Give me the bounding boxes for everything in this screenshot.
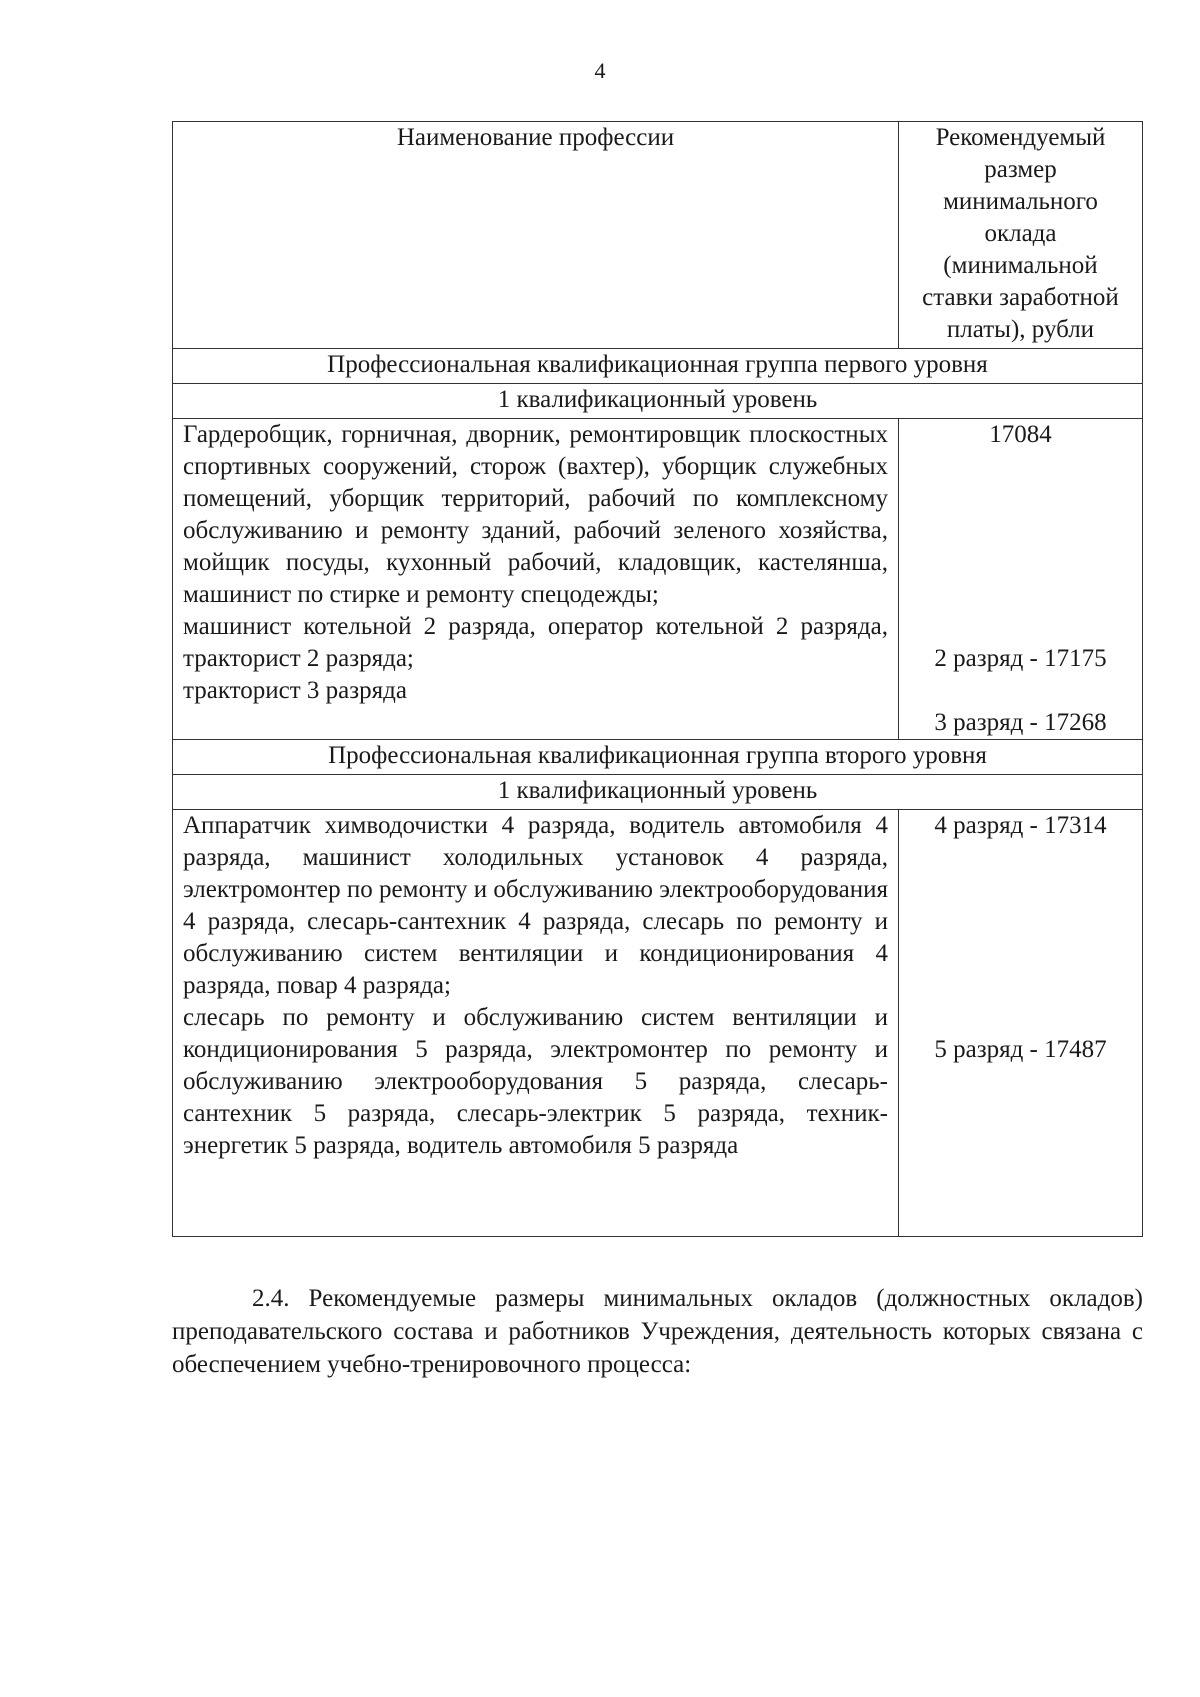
- qualification-level: 1 квалификационный уровень: [173, 775, 1143, 810]
- salary-value: 5 разряд - 17487: [934, 1036, 1107, 1063]
- level-row: [173, 384, 1143, 419]
- profession-entry: слесарь по ремонту и обслуживанию систем вентиляции и кондиционирования 5 разряда, электромонтер по ремонту и обслуживанию электрооборудования 5 разряда, слесарь-сантехник 5 разряда, слесарь-электрик 5 разряда, техник-энергетик 5 разряда, водитель автомобиля 5 разряда: [183, 1004, 888, 1159]
- table-header-row: [173, 122, 1143, 349]
- salary-value: 17084: [989, 421, 1052, 448]
- header-profession-name: Наименование профессии: [173, 122, 899, 349]
- salary-values: [899, 810, 1143, 1237]
- profession-list: [173, 419, 899, 740]
- page-number: 4: [594, 58, 606, 83]
- salary-value: 3 разряд - 17268: [934, 709, 1107, 736]
- group-title: Профессиональная квалификационная группа первого уровня: [173, 349, 1143, 384]
- table-row: [173, 810, 1143, 1237]
- salary-value: 2 разряд - 17175: [934, 645, 1107, 672]
- level-row: [173, 775, 1143, 810]
- section-paragraph: 2.4. Рекомендуемые размеры минимальных окладов (должностных окладов) преподавательского состава и работников Учреждения, деятельность которых связана с обеспечением учебно-тренировочного процесса:: [172, 1285, 1143, 1378]
- group-title: Профессиональная квалификационная группа второго уровня: [173, 740, 1143, 775]
- table-row: [173, 419, 1143, 740]
- profession-list: [173, 810, 899, 1237]
- qualification-level: 1 квалификационный уровень: [173, 384, 1143, 419]
- group-row: [173, 349, 1143, 384]
- salary-value: 4 разряд - 17314: [934, 812, 1107, 839]
- group-row: [173, 740, 1143, 775]
- profession-entry: тракторист 3 разряда: [183, 677, 407, 704]
- profession-entry: машинист котельной 2 разряда, оператор котельной 2 разряда, тракторист 2 разряда;: [183, 613, 888, 672]
- salary-values: [899, 419, 1143, 740]
- profession-entry: Аппаратчик химводочистки 4 разряда, водитель автомобиля 4 разряда, машинист холодильных установок 4 разряда, электромонтер по ремонту и обслуживанию электрооборудования 4 разряда, слесарь-сантехник 4 разряда, слесарь по ремонту и обслуживанию систем вентиляции и кондиционирования 4 разряда, повар 4 разряда;: [183, 812, 888, 999]
- professions-table: [172, 121, 1143, 1237]
- profession-entry: Гардеробщик, горничная, дворник, ремонтировщик плоскостных спортивных сооружений, сторож (вахтер), уборщик служебных помещений, уборщик территорий, рабочий по комплексному обслуживанию и ремонту зданий, рабочий зеленого хозяйства, мойщик посуды, кухонный рабочий, кладовщик, кастелянша, машинист по стирке и ремонту спецодежды;: [183, 421, 888, 608]
- header-minimum-salary: Рекомендуемый размер минимального оклада (минимальной ставки заработной платы), рубли: [899, 122, 1143, 349]
